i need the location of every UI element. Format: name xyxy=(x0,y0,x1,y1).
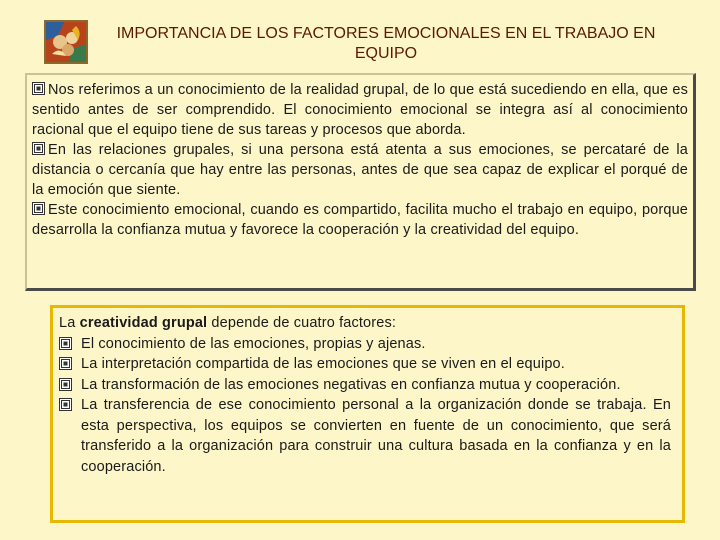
square-bullet-icon xyxy=(32,202,45,215)
intro-paragraph xyxy=(32,80,688,140)
page-title: IMPORTANCIA DE LOS FACTORES EMOCIONALES EN EL TRABAJO EN EQUIPO xyxy=(116,25,656,62)
list-item-text: La transferencia de ese conocimiento personal a la organización donde se trabaja. En esta perspectiva, los equipos se convierten en fuente de un conocimiento, que será transferido a la organización para construir una cultura basada en la confianza y en la cooperación. xyxy=(81,397,671,475)
square-bullet-icon xyxy=(32,142,45,155)
list-item xyxy=(59,334,671,355)
list-item xyxy=(59,395,671,477)
list-item xyxy=(59,375,671,396)
square-bullet-icon xyxy=(59,378,72,391)
factors-lead-before: La xyxy=(59,315,76,331)
intro-paragraph xyxy=(32,200,688,240)
list-item-text: El conocimiento de las emociones, propias y ajenas. xyxy=(81,335,426,352)
list-item xyxy=(59,354,671,375)
list-item-text: La interpretación compartida de las emociones que se viven en el equipo. xyxy=(81,356,565,372)
intro-paragraph xyxy=(32,140,688,200)
factors-list xyxy=(59,334,671,478)
square-bullet-icon xyxy=(59,337,72,350)
factors-lead-strong: creatividad grupal xyxy=(79,315,208,331)
factors-lead xyxy=(59,313,671,334)
logo-icon xyxy=(44,20,88,64)
square-bullet-icon xyxy=(59,357,72,370)
intro-box xyxy=(25,73,696,291)
intro-paragraph-text: Nos referimos a un conocimiento de la realidad grupal, de lo que está sucediendo en ella, que es sentido antes de ser comprendido. El conocimiento emocional se integra así al conocimiento racional que el equipo tiene de sus tareas y procesos que aborda. xyxy=(32,82,688,138)
factors-box xyxy=(50,305,685,523)
intro-paragraph-text: Este conocimiento emocional, cuando es compartido, facilita mucho el trabajo en equipo, porque desarrolla la confianza mutua y favorece la cooperación y la creatividad del equipo. xyxy=(32,202,688,238)
square-bullet-icon xyxy=(32,82,45,95)
intro-paragraph-text: En las relaciones grupales, si una persona está atenta a sus emociones, se percataré de la distancia o cercanía que hay entre las personas, antes de que sea capaz de explicar el porqué de la emoción que siente. xyxy=(32,142,688,198)
list-item-text: La transformación de las emociones negativas en confianza mutua y cooperación. xyxy=(81,376,621,393)
square-bullet-icon xyxy=(59,398,72,411)
factors-lead-after: depende de cuatro factores: xyxy=(211,315,397,331)
